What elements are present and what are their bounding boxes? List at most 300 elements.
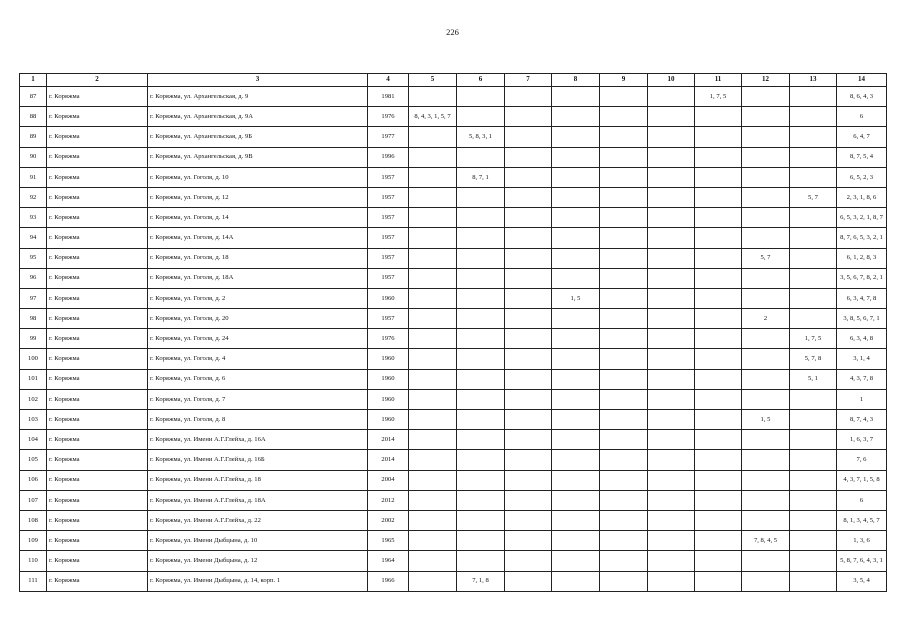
table-row [20,147,887,167]
column-header: 4 [368,74,409,87]
table-cell [742,470,790,490]
table-cell: 6, 5, 3, 2, 1, 8, 7 [837,208,887,228]
table-cell: г. Коряжма, ул. Архангельская, д. 9В [148,147,368,167]
table-cell [695,268,742,288]
table-cell: г. Коряжма, ул. Гоголя, д. 10 [148,167,368,187]
table-cell: г. Коряжма [47,410,148,430]
table-cell: г. Коряжма [47,288,148,308]
table-cell [648,531,695,551]
table-cell: 8, 7, 5, 4 [837,147,887,167]
table-cell [600,571,648,591]
table-cell: г. Коряжма, ул. Гоголя, д. 14А [148,228,368,248]
table-cell: 1960 [368,389,409,409]
table-cell: 2014 [368,430,409,450]
table-cell: 110 [20,551,47,571]
table-cell: г. Коряжма, ул. Гоголя, д. 8 [148,410,368,430]
table-cell: г. Коряжма, ул. Гоголя, д. 20 [148,309,368,329]
table-cell: г. Коряжма, ул. Имени А.Г.Глейха, д. 18А [148,490,368,510]
table-cell: 1, 6, 3, 7 [837,430,887,450]
table-cell: 104 [20,430,47,450]
table-cell [790,571,837,591]
table-cell [648,510,695,530]
table-cell [648,268,695,288]
table-cell [600,410,648,430]
table-row [20,470,887,490]
table-cell: г. Коряжма, ул. Архангельская, д. 9А [148,107,368,127]
table-cell [552,87,600,107]
table-row [20,248,887,268]
table-cell: 1, 5 [552,288,600,308]
table-cell [648,551,695,571]
table-cell [552,248,600,268]
table-cell [600,187,648,207]
table-cell [648,208,695,228]
table-row [20,410,887,430]
table-cell [695,369,742,389]
table-cell: 7, 8, 4, 5 [742,531,790,551]
table-cell: 98 [20,309,47,329]
table-cell [409,208,457,228]
table-cell: г. Коряжма, ул. Гоголя, д. 18 [148,248,368,268]
table-cell [409,551,457,571]
table-cell [695,389,742,409]
table-cell [600,268,648,288]
table-cell: 6, 1, 2, 8, 3 [837,248,887,268]
table-cell [552,349,600,369]
table-row [20,389,887,409]
table-cell [600,470,648,490]
table-cell [648,369,695,389]
table-cell: 99 [20,329,47,349]
table-cell: г. Коряжма, ул. Имени А.Г.Глейха, д. 16А [148,430,368,450]
table-cell [790,167,837,187]
table-cell: г. Коряжма, ул. Гоголя, д. 7 [148,389,368,409]
table-cell [648,309,695,329]
table-row [20,450,887,470]
table-cell [552,167,600,187]
table-cell [790,510,837,530]
table-cell [505,248,552,268]
table-cell [648,167,695,187]
column-header: 5 [409,74,457,87]
table-cell [457,87,505,107]
table-cell: 1, 7, 5 [695,87,742,107]
table-cell [457,309,505,329]
table-cell [552,208,600,228]
table-cell: г. Коряжма [47,470,148,490]
table-cell: г. Коряжма [47,147,148,167]
table-row [20,490,887,510]
table-cell [742,147,790,167]
table-cell [790,248,837,268]
table-cell [790,551,837,571]
table-cell [790,208,837,228]
table-cell [600,208,648,228]
table-cell [790,410,837,430]
table-cell [552,329,600,349]
table-cell [695,107,742,127]
table-cell: 6, 4, 7 [837,127,887,147]
table-cell [552,571,600,591]
table-cell: г. Коряжма [47,490,148,510]
table-cell [409,470,457,490]
table-cell: г. Коряжма, ул. Имени А.Г.Глейха, д. 16Б [148,450,368,470]
table-cell [409,309,457,329]
table-cell [409,248,457,268]
table-cell: 1996 [368,147,409,167]
table-cell [600,147,648,167]
table-cell [552,490,600,510]
table-cell [505,208,552,228]
table-cell: 1 [837,389,887,409]
table-cell [742,329,790,349]
table-cell [742,571,790,591]
table-cell [552,268,600,288]
table-cell: г. Коряжма, ул. Имени Дыбцына, д. 10 [148,531,368,551]
table-cell [505,551,552,571]
table-cell: 91 [20,167,47,187]
table-cell [742,208,790,228]
table-cell: 89 [20,127,47,147]
column-header: 6 [457,74,505,87]
table-cell [790,389,837,409]
table-cell: 1977 [368,127,409,147]
table-cell [457,430,505,450]
table-cell: 106 [20,470,47,490]
table-cell: г. Коряжма [47,450,148,470]
table-row [20,127,887,147]
table-row [20,208,887,228]
table-cell: 3, 5, 6, 7, 8, 2, 1 [837,268,887,288]
table-cell [742,369,790,389]
table-cell: 111 [20,571,47,591]
table-cell [648,147,695,167]
table-cell [409,228,457,248]
table-cell [505,430,552,450]
table-cell [695,450,742,470]
table-cell: 1957 [368,268,409,288]
table-cell [505,410,552,430]
table-cell: 5, 8, 3, 1 [457,127,505,147]
table-cell [505,187,552,207]
table-cell: г. Коряжма [47,551,148,571]
table-cell: г. Коряжма [47,127,148,147]
table-cell [409,167,457,187]
table-cell: г. Коряжма, ул. Гоголя, д. 6 [148,369,368,389]
table-cell [409,87,457,107]
table-cell: г. Коряжма, ул. Имени А.Г.Глейха, д. 22 [148,510,368,530]
table-cell [552,450,600,470]
table-cell [742,167,790,187]
table-header-row [20,74,887,87]
table-cell: 108 [20,510,47,530]
table-cell [457,288,505,308]
table-row [20,187,887,207]
table-cell [457,470,505,490]
table-cell: 7, 6 [837,450,887,470]
table-cell [600,329,648,349]
table-cell: 4, 3, 7, 8 [837,369,887,389]
table-cell: 1960 [368,369,409,389]
table-cell [600,309,648,329]
table-cell [552,147,600,167]
table-cell: 1960 [368,349,409,369]
table-row [20,288,887,308]
table-cell [505,288,552,308]
table-cell: г. Коряжма [47,309,148,329]
column-header: 14 [837,74,887,87]
table-cell [457,329,505,349]
table-cell [457,268,505,288]
table-cell [552,309,600,329]
table-cell: 1957 [368,208,409,228]
table-cell: 87 [20,87,47,107]
table-cell: г. Коряжма [47,571,148,591]
table-cell: 1976 [368,107,409,127]
register-table [19,73,887,592]
table-cell: 8, 1, 3, 4, 5, 7 [837,510,887,530]
table-cell [457,208,505,228]
table-cell [648,470,695,490]
table-cell [457,531,505,551]
column-header: 1 [20,74,47,87]
table-cell [695,571,742,591]
table-cell [457,510,505,530]
table-cell: г. Коряжма [47,389,148,409]
table-cell [742,490,790,510]
table-cell: 5, 1 [790,369,837,389]
table-cell: 1957 [368,309,409,329]
table-cell [505,510,552,530]
table-cell: 95 [20,248,47,268]
table-cell: 8, 6, 4, 3 [837,87,887,107]
table-cell: 103 [20,410,47,430]
table-cell: 109 [20,531,47,551]
table-cell [790,228,837,248]
table-cell: 1957 [368,248,409,268]
table-cell [742,187,790,207]
table-cell [790,147,837,167]
table-cell [505,329,552,349]
table-cell [457,349,505,369]
table-cell: 100 [20,349,47,369]
table-cell: г. Коряжма [47,349,148,369]
table-cell [695,490,742,510]
table-cell [457,248,505,268]
table-cell [790,268,837,288]
table-cell [742,551,790,571]
table-cell [600,490,648,510]
table-cell: 96 [20,268,47,288]
table-cell: 3, 8, 5, 6, 7, 1 [837,309,887,329]
table-cell [600,430,648,450]
table-cell [742,228,790,248]
table-cell [695,288,742,308]
table-cell [457,410,505,430]
table-cell [742,450,790,470]
table-cell [505,147,552,167]
table-cell [742,107,790,127]
table-cell [790,531,837,551]
table-cell [648,430,695,450]
table-cell [505,87,552,107]
table-cell [648,450,695,470]
table-cell [409,349,457,369]
table-cell [695,228,742,248]
table-cell: 1960 [368,410,409,430]
table-cell: 7, 1, 8 [457,571,505,591]
table-cell [648,248,695,268]
table-cell [457,187,505,207]
column-header: 10 [648,74,695,87]
table-cell [742,127,790,147]
table-cell [457,389,505,409]
table-cell [695,510,742,530]
table-cell: 3, 5, 4 [837,571,887,591]
table-cell: г. Коряжма, ул. Гоголя, д. 4 [148,349,368,369]
table-cell [600,288,648,308]
table-cell [552,430,600,450]
table-cell [409,450,457,470]
table-cell: г. Коряжма, ул. Гоголя, д. 24 [148,329,368,349]
table-cell: г. Коряжма [47,208,148,228]
table-cell: 1957 [368,187,409,207]
table-cell: г. Коряжма, ул. Архангельская, д. 9 [148,87,368,107]
table-cell [600,248,648,268]
table-cell [648,389,695,409]
table-cell [742,430,790,450]
table-cell [505,127,552,147]
table-row [20,349,887,369]
table-cell [409,147,457,167]
table-cell: 2, 3, 1, 8, 6 [837,187,887,207]
table-row [20,571,887,591]
table-cell [505,369,552,389]
table-cell: 2 [742,309,790,329]
table-cell [742,349,790,369]
table-cell: 1965 [368,531,409,551]
table-cell [505,531,552,551]
table-body [20,87,887,592]
table-cell [409,510,457,530]
table-cell [695,187,742,207]
table-cell [552,470,600,490]
table-cell: 6 [837,107,887,127]
table-cell [409,531,457,551]
table-cell: г. Коряжма [47,87,148,107]
table-cell [457,551,505,571]
table-cell [552,551,600,571]
table-cell [695,329,742,349]
column-header: 12 [742,74,790,87]
table-cell: г. Коряжма, ул. Имени Дыбцына, д. 12 [148,551,368,571]
table-cell [695,248,742,268]
table-cell: г. Коряжма [47,187,148,207]
page-number: 226 [446,27,459,37]
table-row [20,87,887,107]
table-cell [505,490,552,510]
table-cell [742,87,790,107]
column-header: 3 [148,74,368,87]
table-cell [552,410,600,430]
table-cell: 5, 7 [742,248,790,268]
column-header: 7 [505,74,552,87]
table-cell [648,571,695,591]
table-cell [790,107,837,127]
table-cell: 2014 [368,450,409,470]
table-cell [695,127,742,147]
table-cell: г. Коряжма [47,531,148,551]
table-cell [409,490,457,510]
table-cell: 2004 [368,470,409,490]
table-cell [457,450,505,470]
table-row [20,531,887,551]
table-cell [552,228,600,248]
table-cell: г. Коряжма, ул. Имени Дыбцына, д. 14, корп. 1 [148,571,368,591]
table-cell: 6 [837,490,887,510]
table-cell: г. Коряжма [47,107,148,127]
table-cell [600,167,648,187]
table-cell [409,127,457,147]
table-cell [409,187,457,207]
table-cell: 97 [20,288,47,308]
table-cell: г. Коряжма [47,228,148,248]
table-cell: 107 [20,490,47,510]
table-cell [695,531,742,551]
table-cell: 90 [20,147,47,167]
table-cell [600,349,648,369]
table-cell: г. Коряжма [47,248,148,268]
table-cell: 101 [20,369,47,389]
table-cell [648,187,695,207]
table-row [20,167,887,187]
table-cell [790,309,837,329]
table-cell [457,369,505,389]
table-cell: 1957 [368,228,409,248]
table-cell: 1, 7, 5 [790,329,837,349]
table-cell: 6, 5, 2, 3 [837,167,887,187]
table-cell [505,571,552,591]
table-cell [742,288,790,308]
column-header: 9 [600,74,648,87]
table-cell [457,490,505,510]
table-cell [790,87,837,107]
table-cell [648,410,695,430]
table-cell [457,147,505,167]
table-cell [505,349,552,369]
table-cell [409,430,457,450]
table-cell [648,87,695,107]
table-cell [457,107,505,127]
table-cell: 105 [20,450,47,470]
table-cell [552,107,600,127]
table-cell: 5, 7 [790,187,837,207]
table-cell: 1976 [368,329,409,349]
table-cell [600,87,648,107]
table-cell [409,389,457,409]
table-cell [695,349,742,369]
table-cell [648,127,695,147]
table-cell [790,288,837,308]
table-cell [648,490,695,510]
table-cell [409,288,457,308]
table-cell [505,107,552,127]
table-cell: 1966 [368,571,409,591]
table-cell [505,450,552,470]
table-cell [600,450,648,470]
table-row [20,551,887,571]
table-row [20,430,887,450]
